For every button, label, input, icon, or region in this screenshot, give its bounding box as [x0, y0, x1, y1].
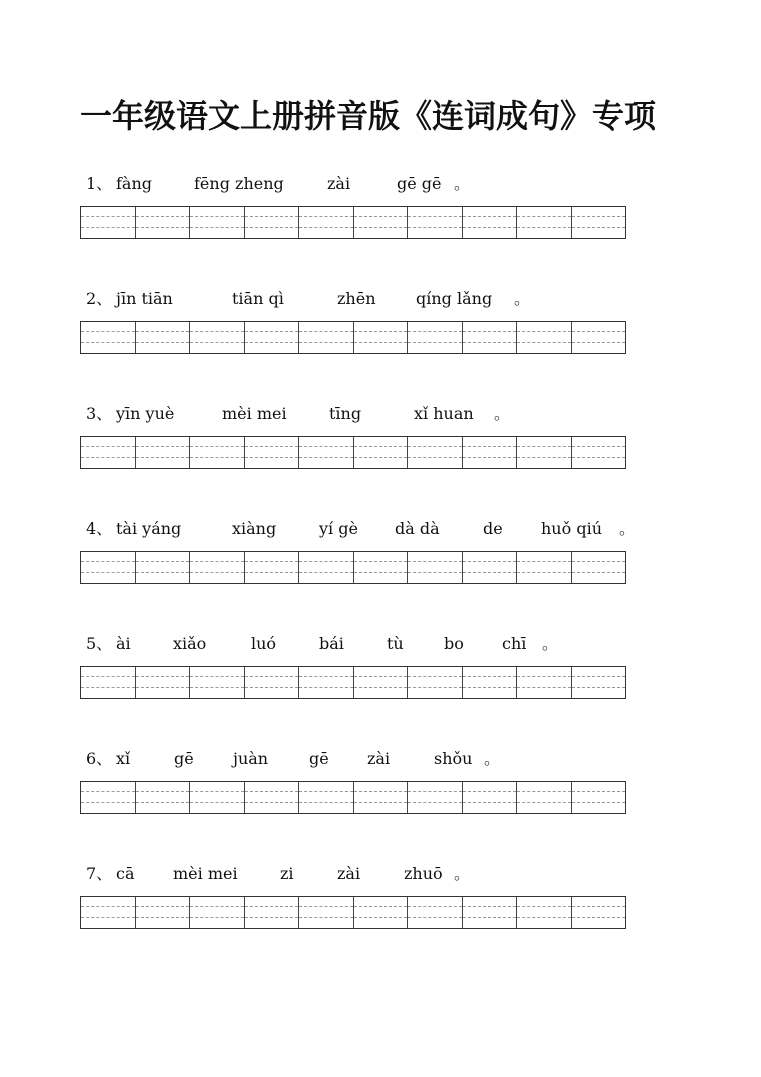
pinyin-word: qíng lǎng	[416, 289, 493, 308]
pinyin-word: dà dà	[395, 519, 440, 538]
pinyin-word: zhēn	[337, 289, 376, 308]
guide-line	[354, 561, 408, 562]
guide-line	[81, 561, 135, 562]
question-7	[0, 863, 761, 943]
writing-cell[interactable]	[408, 207, 463, 238]
pinyin-word: mèi mei	[173, 864, 238, 883]
guide-line	[190, 227, 244, 228]
writing-cell[interactable]	[299, 782, 354, 813]
writing-grid	[80, 436, 626, 469]
guide-line	[299, 906, 353, 907]
guide-line	[463, 216, 517, 217]
writing-cell[interactable]	[463, 322, 518, 353]
writing-cell[interactable]	[299, 322, 354, 353]
writing-cell[interactable]	[190, 897, 245, 928]
writing-cell[interactable]	[463, 667, 518, 698]
writing-cell[interactable]	[245, 667, 300, 698]
guide-line	[81, 676, 135, 677]
guide-line	[354, 906, 408, 907]
pinyin-word: jīn tiān	[116, 289, 173, 308]
pinyin-word: mèi mei	[222, 404, 287, 423]
writing-cell[interactable]	[463, 207, 518, 238]
guide-line	[81, 572, 135, 573]
pinyin-word: chī	[502, 634, 527, 653]
guide-line	[245, 791, 299, 792]
writing-grid	[80, 321, 626, 354]
guide-line	[572, 676, 626, 677]
writing-cell[interactable]	[245, 207, 300, 238]
guide-line	[299, 216, 353, 217]
guide-line	[81, 917, 135, 918]
guide-line	[408, 342, 462, 343]
guide-line	[517, 561, 571, 562]
guide-line	[299, 457, 353, 458]
pinyin-word: gē	[174, 749, 194, 768]
sentence-period: 。	[484, 749, 501, 768]
pinyin-word: xiàng	[232, 519, 277, 538]
guide-line	[299, 342, 353, 343]
writing-cell[interactable]	[572, 437, 626, 468]
guide-line	[245, 342, 299, 343]
writing-cell[interactable]	[517, 782, 572, 813]
guide-line	[299, 561, 353, 562]
guide-line	[354, 572, 408, 573]
writing-cell[interactable]	[81, 207, 136, 238]
writing-cell[interactable]	[408, 437, 463, 468]
guide-line	[517, 802, 571, 803]
guide-line	[517, 446, 571, 447]
guide-line	[572, 572, 626, 573]
guide-line	[190, 457, 244, 458]
writing-cell[interactable]	[463, 782, 518, 813]
writing-grid	[80, 781, 626, 814]
pinyin-word: tiān qì	[232, 289, 284, 308]
writing-cell[interactable]	[190, 207, 245, 238]
question-number: 7、	[86, 864, 113, 883]
writing-cell[interactable]	[408, 552, 463, 583]
guide-line	[517, 331, 571, 332]
sentence-period: 。	[542, 634, 559, 653]
guide-line	[190, 216, 244, 217]
guide-line	[572, 227, 626, 228]
question-2	[0, 288, 761, 368]
guide-line	[572, 906, 626, 907]
guide-line	[245, 676, 299, 677]
question-number: 6、	[86, 749, 113, 768]
guide-line	[517, 227, 571, 228]
pinyin-word: cā	[116, 864, 135, 883]
pinyin-word: yīn yuè	[116, 404, 175, 423]
writing-cell[interactable]	[354, 322, 409, 353]
writing-cell[interactable]	[572, 322, 626, 353]
guide-line	[408, 906, 462, 907]
question-number: 3、	[86, 404, 113, 423]
guide-line	[572, 457, 626, 458]
writing-cell[interactable]	[572, 897, 626, 928]
pinyin-word: xiǎo	[173, 634, 207, 653]
guide-line	[354, 342, 408, 343]
guide-line	[245, 687, 299, 688]
writing-cell[interactable]	[572, 552, 626, 583]
guide-line	[517, 791, 571, 792]
writing-cell[interactable]	[245, 897, 300, 928]
writing-grid	[80, 666, 626, 699]
guide-line	[136, 227, 190, 228]
guide-line	[463, 572, 517, 573]
writing-cell[interactable]	[517, 437, 572, 468]
guide-line	[572, 917, 626, 918]
writing-cell[interactable]	[354, 897, 409, 928]
guide-line	[354, 802, 408, 803]
writing-cell[interactable]	[136, 782, 191, 813]
writing-cell[interactable]	[81, 667, 136, 698]
pinyin-word: tài yáng	[116, 519, 182, 538]
guide-line	[408, 687, 462, 688]
pinyin-word: bo	[444, 634, 464, 653]
writing-cell[interactable]	[463, 897, 518, 928]
guide-line	[136, 791, 190, 792]
guide-line	[517, 457, 571, 458]
writing-cell[interactable]	[354, 552, 409, 583]
writing-cell[interactable]	[408, 667, 463, 698]
guide-line	[190, 687, 244, 688]
guide-line	[136, 457, 190, 458]
sentence-period: 。	[494, 404, 511, 423]
writing-cell[interactable]	[408, 782, 463, 813]
guide-line	[463, 676, 517, 677]
question-number: 1、	[86, 174, 113, 193]
guide-line	[136, 687, 190, 688]
pinyin-word: zài	[367, 749, 391, 768]
guide-line	[463, 342, 517, 343]
pinyin-word: zài	[327, 174, 351, 193]
question-5	[0, 633, 761, 713]
question-number: 2、	[86, 289, 113, 308]
writing-cell[interactable]	[299, 667, 354, 698]
writing-grid	[80, 896, 626, 929]
guide-line	[354, 917, 408, 918]
pinyin-word: zhuō	[404, 864, 443, 883]
guide-line	[190, 676, 244, 677]
guide-line	[299, 676, 353, 677]
writing-cell[interactable]	[81, 552, 136, 583]
writing-cell[interactable]	[408, 322, 463, 353]
guide-line	[81, 791, 135, 792]
guide-line	[81, 331, 135, 332]
guide-line	[245, 802, 299, 803]
writing-cell[interactable]	[190, 322, 245, 353]
writing-cell[interactable]	[354, 667, 409, 698]
writing-cell[interactable]	[299, 207, 354, 238]
guide-line	[190, 561, 244, 562]
writing-cell[interactable]	[299, 552, 354, 583]
guide-line	[463, 457, 517, 458]
guide-line	[299, 572, 353, 573]
writing-cell[interactable]	[245, 782, 300, 813]
guide-line	[408, 561, 462, 562]
guide-line	[517, 676, 571, 677]
guide-line	[190, 572, 244, 573]
guide-line	[190, 331, 244, 332]
guide-line	[572, 561, 626, 562]
writing-cell[interactable]	[572, 782, 626, 813]
writing-cell[interactable]	[136, 667, 191, 698]
writing-cell[interactable]	[136, 897, 191, 928]
pinyin-word: yí gè	[319, 519, 358, 538]
guide-line	[572, 342, 626, 343]
guide-line	[354, 227, 408, 228]
writing-cell[interactable]	[517, 552, 572, 583]
guide-line	[190, 917, 244, 918]
sentence-period: 。	[454, 864, 471, 883]
pinyin-word: huǒ qiú	[541, 519, 602, 538]
writing-cell[interactable]	[354, 207, 409, 238]
writing-cell[interactable]	[354, 782, 409, 813]
writing-cell[interactable]	[136, 322, 191, 353]
sentence-period: 。	[619, 519, 636, 538]
writing-cell[interactable]	[190, 552, 245, 583]
question-number: 5、	[86, 634, 113, 653]
writing-cell[interactable]	[245, 552, 300, 583]
guide-line	[81, 446, 135, 447]
guide-line	[463, 906, 517, 907]
guide-line	[136, 906, 190, 907]
guide-line	[517, 216, 571, 217]
writing-cell[interactable]	[81, 897, 136, 928]
writing-cell[interactable]	[572, 667, 626, 698]
writing-cell[interactable]	[136, 437, 191, 468]
writing-cell[interactable]	[190, 437, 245, 468]
guide-line	[572, 802, 626, 803]
guide-line	[408, 676, 462, 677]
guide-line	[190, 791, 244, 792]
guide-line	[408, 791, 462, 792]
guide-line	[463, 687, 517, 688]
guide-line	[190, 446, 244, 447]
guide-line	[463, 561, 517, 562]
writing-cell[interactable]	[190, 667, 245, 698]
pinyin-word: luó	[251, 634, 277, 653]
pinyin-word: bái	[319, 634, 344, 653]
guide-line	[245, 917, 299, 918]
pinyin-word: fàng	[116, 174, 153, 193]
question-4	[0, 518, 761, 598]
writing-cell[interactable]	[354, 437, 409, 468]
guide-line	[299, 446, 353, 447]
guide-line	[463, 802, 517, 803]
guide-line	[354, 676, 408, 677]
pinyin-word: tù	[387, 634, 404, 653]
guide-line	[408, 917, 462, 918]
guide-line	[245, 906, 299, 907]
pinyin-word: xǐ	[116, 749, 131, 768]
guide-line	[245, 331, 299, 332]
writing-cell[interactable]	[463, 437, 518, 468]
guide-line	[245, 572, 299, 573]
guide-line	[408, 446, 462, 447]
guide-line	[517, 572, 571, 573]
writing-cell[interactable]	[517, 897, 572, 928]
guide-line	[354, 331, 408, 332]
writing-cell[interactable]	[190, 782, 245, 813]
guide-line	[463, 331, 517, 332]
guide-line	[245, 216, 299, 217]
guide-line	[190, 342, 244, 343]
guide-line	[517, 917, 571, 918]
writing-cell[interactable]	[463, 552, 518, 583]
guide-line	[354, 446, 408, 447]
writing-cell[interactable]	[299, 897, 354, 928]
writing-grid	[80, 551, 626, 584]
guide-line	[136, 572, 190, 573]
writing-cell[interactable]	[136, 552, 191, 583]
guide-line	[245, 446, 299, 447]
guide-line	[299, 802, 353, 803]
guide-line	[190, 906, 244, 907]
guide-line	[81, 906, 135, 907]
writing-cell[interactable]	[245, 437, 300, 468]
writing-cell[interactable]	[81, 437, 136, 468]
guide-line	[136, 561, 190, 562]
writing-cell[interactable]	[81, 322, 136, 353]
guide-line	[190, 802, 244, 803]
guide-line	[136, 802, 190, 803]
writing-cell[interactable]	[517, 667, 572, 698]
pinyin-word: tīng	[329, 404, 362, 423]
guide-line	[463, 227, 517, 228]
writing-grid	[80, 206, 626, 239]
guide-line	[81, 216, 135, 217]
guide-line	[245, 457, 299, 458]
guide-line	[354, 687, 408, 688]
guide-line	[463, 791, 517, 792]
guide-line	[81, 687, 135, 688]
writing-cell[interactable]	[81, 782, 136, 813]
guide-line	[517, 906, 571, 907]
guide-line	[136, 917, 190, 918]
sentence-period: 。	[454, 174, 471, 193]
guide-line	[408, 457, 462, 458]
guide-line	[136, 216, 190, 217]
writing-cell[interactable]	[408, 897, 463, 928]
guide-line	[136, 331, 190, 332]
guide-line	[572, 687, 626, 688]
guide-line	[517, 342, 571, 343]
guide-line	[299, 331, 353, 332]
guide-line	[408, 802, 462, 803]
guide-line	[572, 446, 626, 447]
guide-line	[408, 331, 462, 332]
guide-line	[572, 331, 626, 332]
question-3	[0, 403, 761, 483]
pinyin-word: fēng zheng	[194, 174, 284, 193]
guide-line	[245, 227, 299, 228]
writing-cell[interactable]	[517, 207, 572, 238]
pinyin-word: gē gē	[397, 174, 442, 193]
writing-cell[interactable]	[572, 207, 626, 238]
guide-line	[81, 802, 135, 803]
guide-line	[136, 342, 190, 343]
guide-line	[299, 227, 353, 228]
guide-line	[354, 216, 408, 217]
question-6	[0, 748, 761, 828]
page-title: 一年级语文上册拼音版《连词成句》专项	[80, 97, 657, 135]
guide-line	[136, 446, 190, 447]
guide-line	[354, 457, 408, 458]
writing-cell[interactable]	[245, 322, 300, 353]
pinyin-word: ài	[116, 634, 131, 653]
guide-line	[572, 791, 626, 792]
pinyin-word: shǒu	[434, 749, 473, 768]
guide-line	[299, 687, 353, 688]
pinyin-word: xǐ huan	[414, 404, 474, 423]
guide-line	[81, 457, 135, 458]
guide-line	[299, 917, 353, 918]
writing-cell[interactable]	[136, 207, 191, 238]
guide-line	[408, 216, 462, 217]
guide-line	[299, 791, 353, 792]
guide-line	[517, 687, 571, 688]
pinyin-word: juàn	[233, 749, 269, 768]
guide-line	[81, 342, 135, 343]
guide-line	[463, 446, 517, 447]
question-1	[0, 173, 761, 253]
writing-cell[interactable]	[299, 437, 354, 468]
pinyin-word: zi	[280, 864, 294, 883]
pinyin-word: zài	[337, 864, 361, 883]
guide-line	[354, 791, 408, 792]
question-number: 4、	[86, 519, 113, 538]
sentence-period: 。	[514, 289, 531, 308]
pinyin-word: gē	[309, 749, 329, 768]
guide-line	[572, 216, 626, 217]
writing-cell[interactable]	[517, 322, 572, 353]
guide-line	[136, 676, 190, 677]
guide-line	[245, 561, 299, 562]
guide-line	[81, 227, 135, 228]
guide-line	[408, 572, 462, 573]
pinyin-word: de	[483, 519, 503, 538]
guide-line	[408, 227, 462, 228]
guide-line	[463, 917, 517, 918]
